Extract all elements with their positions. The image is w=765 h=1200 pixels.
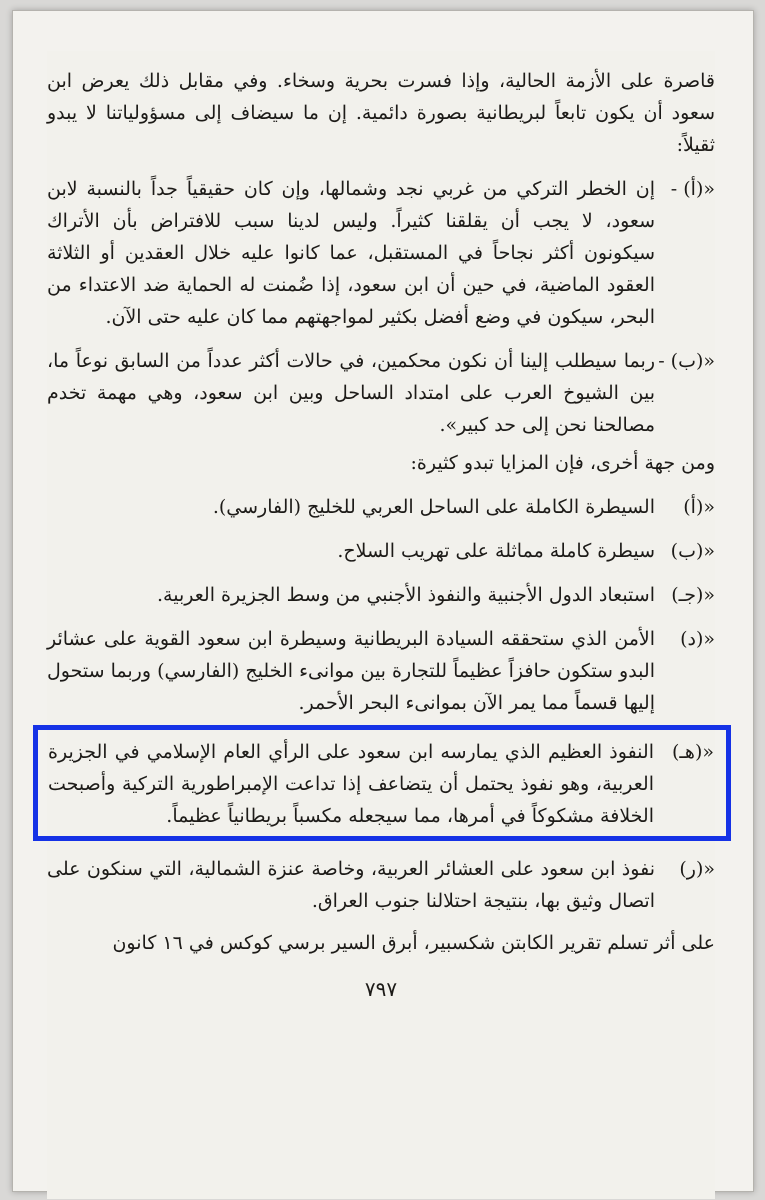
- item-marker: «(ب): [670, 540, 715, 562]
- item-marker: «(ب) -: [658, 350, 715, 372]
- item-text: سيطرة كاملة مماثلة على تهريب السلاح.: [337, 540, 655, 562]
- item-text: الأمن الذي ستحققه السيادة البريطانية وسيطرة ابن سعود القوية على عشائر البدو ستكون حافزاً عظيماً للتجارة بين موانىء الخليج (الفارسي) وربما ستحول إليها قسماً مما يمر الآن بموانىء البحر الأحمر.: [47, 628, 655, 714]
- item-marker: «(هـ): [671, 741, 714, 763]
- advantage-item-a: [47, 491, 715, 523]
- intro-paragraph: قاصرة على الأزمة الحالية، وإذا فسرت بحرية وسخاء. وفي مقابل ذلك يعرض ابن سعود أن يكون تابعاً لبريطانية بصورة دائمية. إن ما سيضاف إلى مسؤولياتنا لا يبدو ثقيلاً:: [47, 70, 715, 156]
- advantage-item-r: [47, 853, 715, 917]
- risk-item-b: [47, 345, 715, 441]
- item-marker: «(د): [680, 628, 715, 650]
- risk-item-a: [47, 173, 715, 333]
- item-text: النفوذ العظيم الذي يمارسه ابن سعود على الرأي العام الإسلامي في الجزيرة العربية، وهو نفوذ يحتمل أن يتضاعف إذا تداعت الإمبراطورية التركية وأصبحت الخلافة مشكوكاً في أمرها، مما سيجعله مكسباً بريطانياً عظيماً.: [48, 741, 654, 827]
- transition-paragraph: ومن جهة أخرى، فإن المزايا تبدو كثيرة:: [410, 452, 715, 474]
- item-marker: «(أ): [683, 496, 715, 518]
- page-text: [47, 51, 715, 1005]
- closing-paragraph: على أثر تسلم تقرير الكابتن شكسبير، أبرق السير برسي كوكس في ١٦ كانون: [112, 932, 715, 954]
- advantage-item-b: [47, 535, 715, 567]
- document-frame: [12, 10, 754, 1192]
- highlight-box: [33, 725, 731, 841]
- item-marker: «(أ) -: [670, 178, 715, 200]
- advantage-item-c: [47, 579, 715, 611]
- item-marker: «(ر): [679, 858, 715, 880]
- item-text: استبعاد الدول الأجنبية والنفوذ الأجنبي من وسط الجزيرة العربية.: [157, 584, 655, 606]
- book-page: [47, 51, 715, 1199]
- item-text: السيطرة الكاملة على الساحل العربي للخليج (الفارسي).: [212, 496, 655, 518]
- advantage-item-e: [48, 736, 714, 832]
- page-number: ٧٩٧: [364, 977, 398, 1001]
- item-marker: «(جـ): [671, 584, 715, 606]
- item-text: إن الخطر التركي من غربي نجد وشمالها، وإن كان حقيقياً جداً بالنسبة لابن سعود، لا يجب أن يقلقنا كثيراً. وليس لدينا سبب للافتراض بأن الأتراك سيكونون أكثر نجاحاً في المستقبل، عما كانوا عليه خلال العقدين أو الثلاثة العقود الماضية، في حين أن ابن سعود، إذا ضُمنت له الحماية ضد الاعتداء من البحر، سيكون في وضع أفضل بكثير لمواجهتهم مما كان عليه حتى الآن.: [47, 178, 655, 328]
- advantage-item-d: [47, 623, 715, 719]
- item-text: نفوذ ابن سعود على العشائر العربية، وخاصة عنزة الشمالية، التي سنكون على اتصال وثيق بها، بنتيجة احتلالنا جنوب العراق.: [47, 858, 655, 912]
- item-text: ربما سيطلب إلينا أن نكون محكمين، في حالات أكثر عدداً من السابق نوعاً ما، بين الشيوخ العرب على امتداد الساحل وبين ابن سعود، وهي مهمة تخدم مصالحنا نحن إلى حد كبير».: [47, 350, 655, 436]
